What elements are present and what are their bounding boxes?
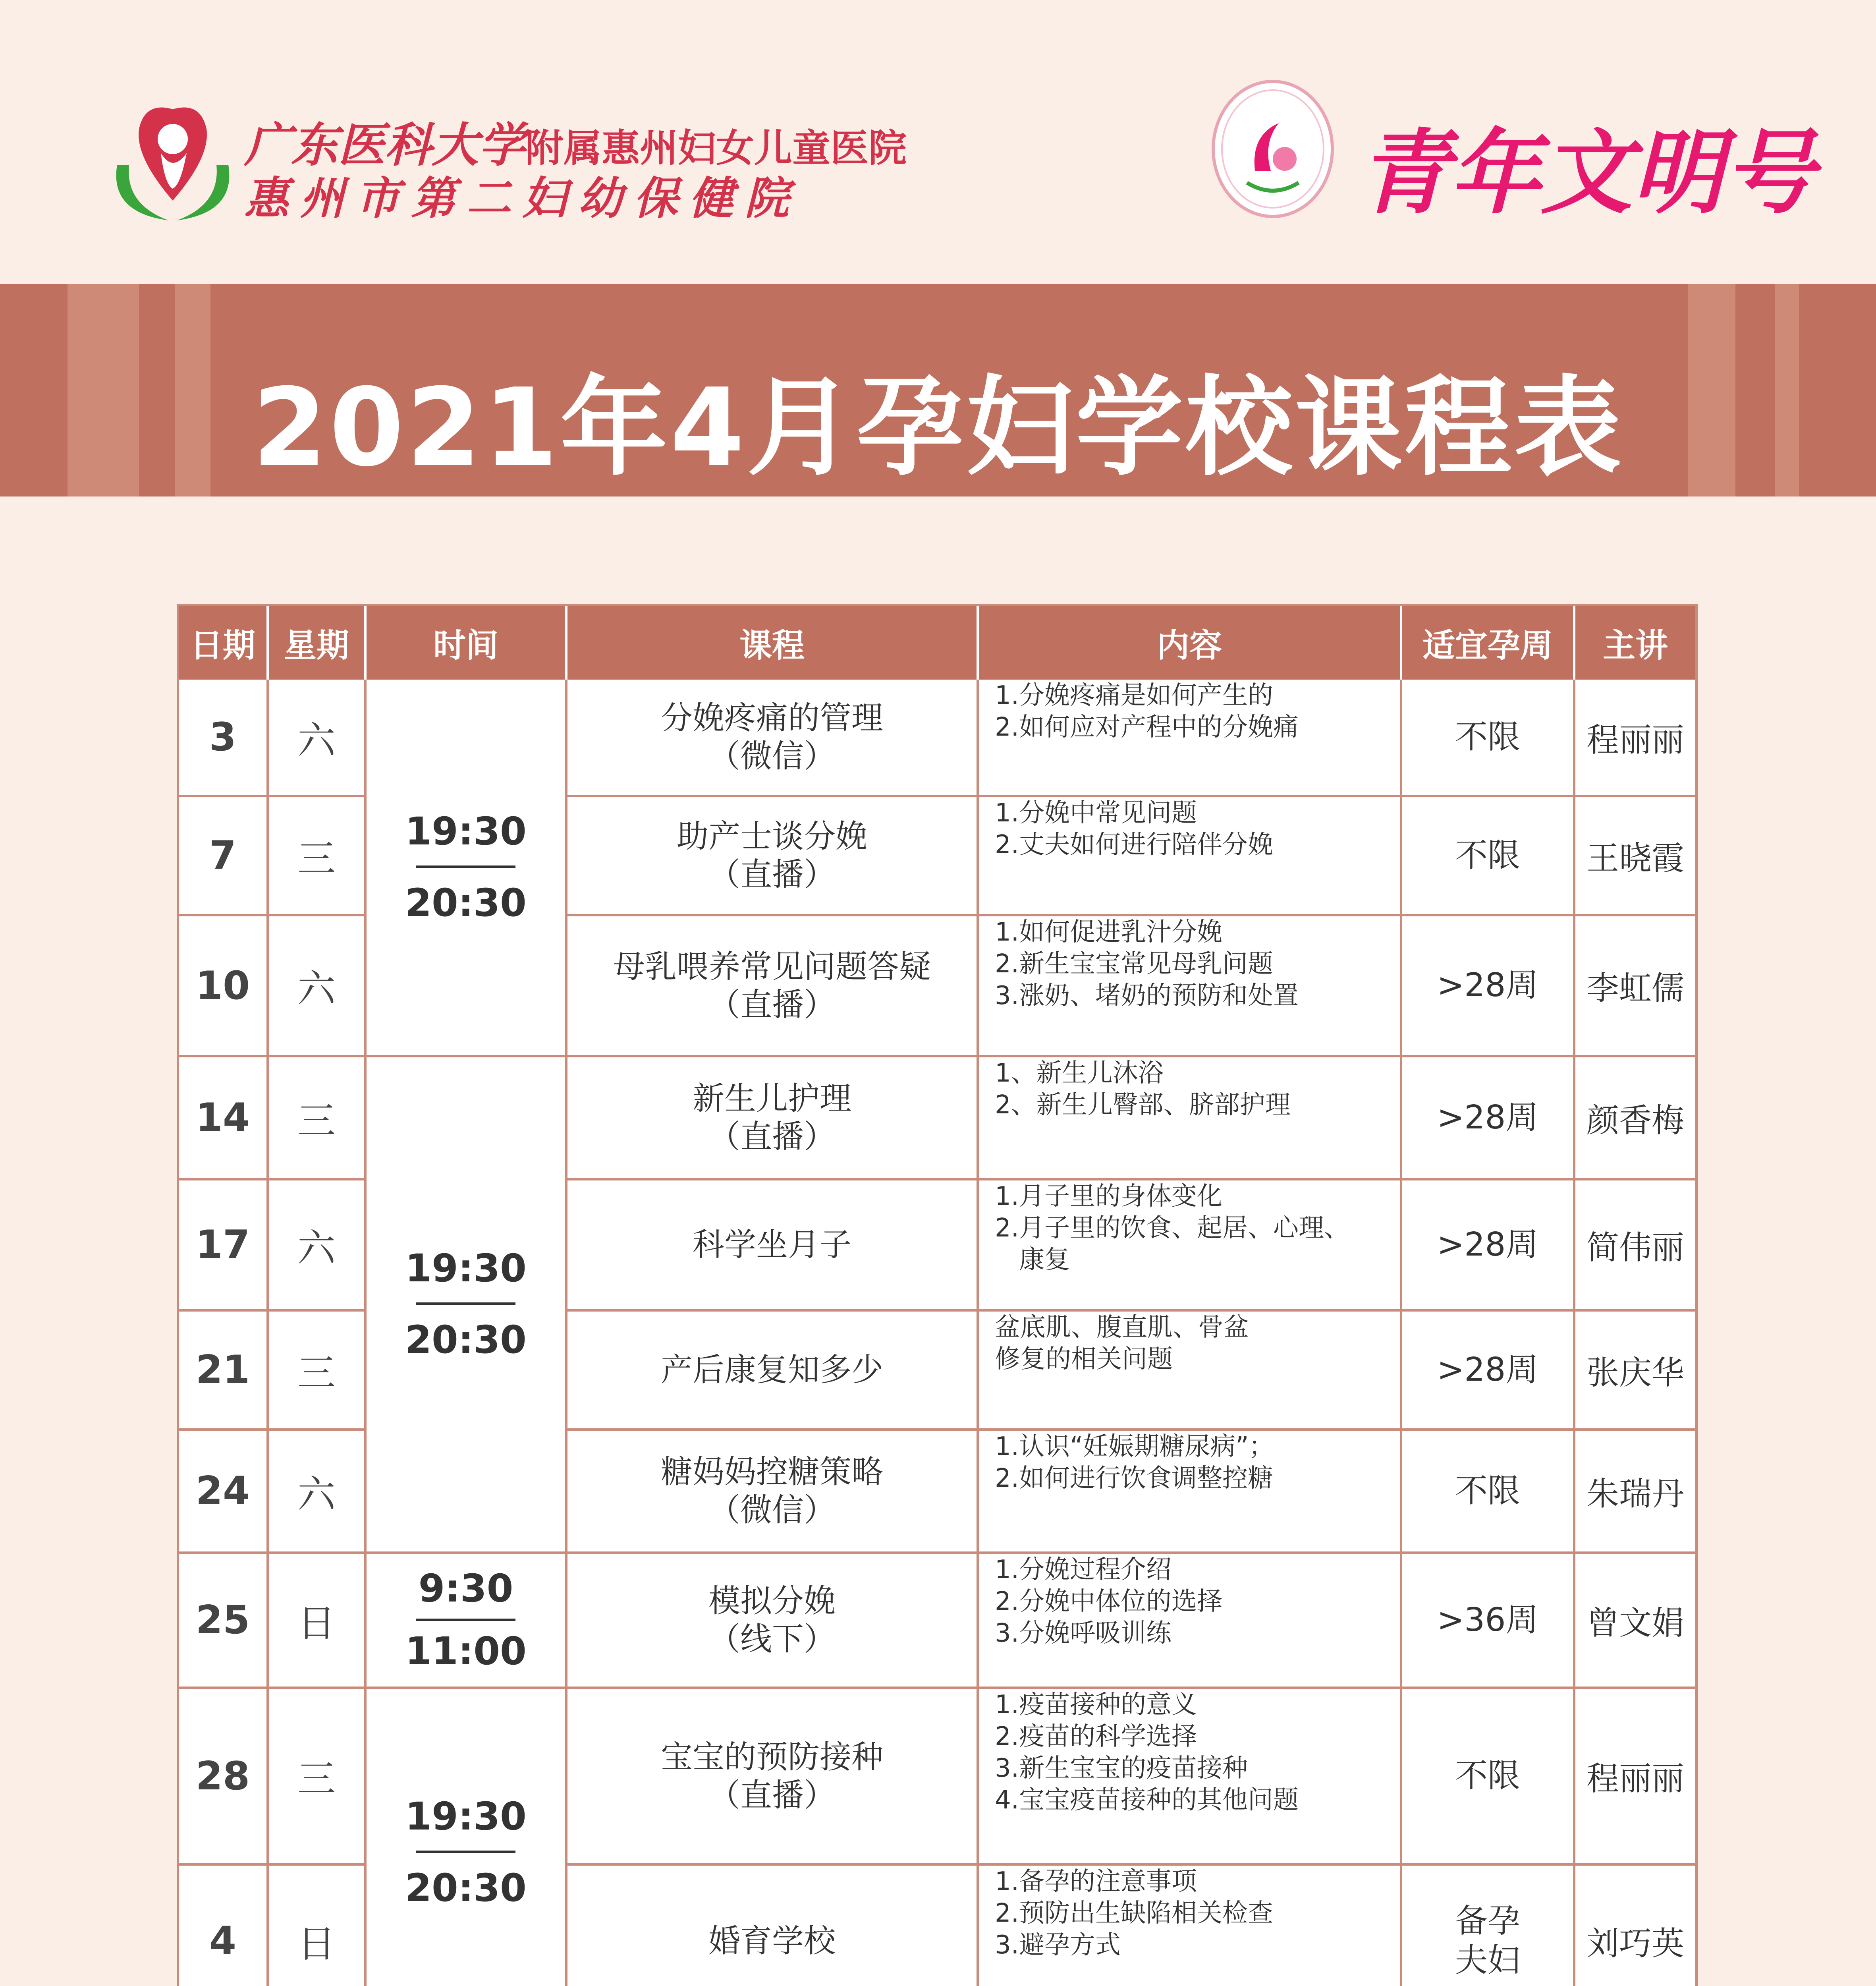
teacher-cell: 曾文娟 xyxy=(1586,1604,1684,1642)
civilization-title: 青年文明号 xyxy=(1358,119,1815,226)
weekday-cell: 日 xyxy=(297,1601,336,1646)
teacher-cell: 颜香梅 xyxy=(1586,1101,1684,1140)
content-cell: 1.月子里的身体变化 2.月子里的饮食、起居、心理、 康复 xyxy=(995,1182,1350,1275)
content-cell: 盆底肌、腹直肌、骨盆 修复的相关问题 xyxy=(995,1313,1249,1374)
teacher-cell: 朱瑞丹 xyxy=(1586,1475,1684,1513)
week-cell: 不限 xyxy=(1455,1757,1520,1795)
course-cell: 产后康复知多少 xyxy=(661,1351,883,1388)
week-cell: >28周 xyxy=(1437,1350,1538,1389)
date-cell: 21 xyxy=(195,1347,250,1393)
weekday-cell: 三 xyxy=(297,1350,336,1395)
col-header-time: 时间 xyxy=(367,606,565,680)
weekday-cell: 日 xyxy=(297,1922,336,1966)
teacher-cell: 王晓霞 xyxy=(1586,839,1684,877)
course-cell: 婚育学校 xyxy=(708,1922,836,1959)
hospital-name-line1: 广东医科大学附属惠州妇女儿童医院 xyxy=(244,117,907,172)
hospital-name-line2: 惠州市第二妇幼保健院 xyxy=(244,172,800,224)
weekday-cell: 三 xyxy=(297,1098,336,1143)
col-header-teacher: 主讲 xyxy=(1575,606,1695,680)
course-cell: 母乳喂养常见问题答疑 （直播） xyxy=(613,948,931,1023)
weekday-cell: 六 xyxy=(297,966,336,1011)
course-cell: 分娩疼痛的管理 （微信） xyxy=(661,699,883,775)
content-cell: 1.分娩中常见问题 2.丈夫如何进行陪伴分娩 xyxy=(995,798,1274,860)
course-cell: 宝宝的预防接种 （直播） xyxy=(661,1738,883,1814)
date-cell: 3 xyxy=(209,715,237,760)
col-header-course: 课程 xyxy=(567,606,977,680)
page-title: 2021年4月孕妇学校课程表 xyxy=(252,365,1624,490)
date-cell: 7 xyxy=(209,833,237,878)
weekday-cell: 六 xyxy=(297,1472,336,1517)
date-cell: 28 xyxy=(195,1753,250,1799)
week-cell: >36周 xyxy=(1437,1601,1538,1639)
week-cell: 不限 xyxy=(1455,718,1520,756)
teacher-cell: 张庆华 xyxy=(1586,1354,1684,1392)
col-header-week: 适宜孕周 xyxy=(1402,606,1573,680)
content-cell: 1.分娩过程介绍 2.分娩中体位的选择 3.分娩呼吸训练 xyxy=(995,1555,1223,1648)
content-cell: 1、新生儿沐浴 2、新生儿臀部、脐部护理 xyxy=(995,1059,1291,1120)
teacher-cell: 程丽丽 xyxy=(1586,721,1684,759)
time-group-4: 19:30 20:30 xyxy=(405,1794,527,1910)
week-cell: 不限 xyxy=(1455,1472,1520,1510)
course-cell: 模拟分娩 （线下） xyxy=(708,1582,836,1658)
date-cell: 17 xyxy=(195,1222,250,1267)
content-cell: 1.如何促进乳汁分娩 2.新生宝宝常见母乳问题 3.涨奶、堵奶的预防和处置 xyxy=(995,918,1299,1010)
weekday-cell: 六 xyxy=(297,1225,336,1270)
course-cell: 糖妈妈控糖策略 （微信） xyxy=(661,1453,883,1528)
civilization-badge-icon xyxy=(1211,79,1334,218)
week-cell: >28周 xyxy=(1437,1098,1538,1136)
weekday-cell: 六 xyxy=(297,718,336,763)
content-cell: 1.疫苗接种的意义 2.疫苗的科学选择 3.新生宝宝的疫苗接种 4.宝宝疫苗接种的其他问题 xyxy=(995,1690,1299,1815)
date-cell: 4 xyxy=(209,1918,237,1964)
time-group-3: 9:30 11:00 xyxy=(405,1566,527,1673)
content-cell: 1.认识“妊娠期糖尿病”； 2.如何进行饮食调整控糖 xyxy=(995,1432,1274,1493)
weekday-cell: 三 xyxy=(297,1757,336,1801)
week-cell: 备孕 夫妇 xyxy=(1455,1902,1520,1979)
date-cell: 14 xyxy=(195,1095,250,1140)
weekday-cell: 三 xyxy=(297,836,336,881)
date-cell: 25 xyxy=(195,1598,250,1643)
col-header-weekday: 星期 xyxy=(269,606,364,680)
course-cell: 新生儿护理 （直播） xyxy=(693,1080,851,1155)
time-group-2: 19:30 20:30 xyxy=(405,1246,527,1362)
hospital-logo xyxy=(101,93,244,228)
course-cell: 科学坐月子 xyxy=(693,1226,851,1263)
week-cell: >28周 xyxy=(1437,966,1538,1005)
teacher-cell: 刘巧英 xyxy=(1586,1925,1684,1963)
week-cell: 不限 xyxy=(1455,836,1520,874)
col-header-date: 日期 xyxy=(179,606,266,680)
teacher-cell: 程丽丽 xyxy=(1586,1760,1684,1798)
teacher-cell: 李虹儒 xyxy=(1586,970,1684,1007)
schedule-table xyxy=(177,604,1698,1986)
course-cell: 助产士谈分娩 （直播） xyxy=(677,818,867,893)
content-cell: 1.分娩疼痛是如何产生的 2.如何应对产程中的分娩痛 xyxy=(995,681,1299,742)
col-header-content: 内容 xyxy=(979,606,1400,680)
time-group-1: 19:30 20:30 xyxy=(405,809,527,925)
teacher-cell: 简伟丽 xyxy=(1586,1229,1684,1267)
week-cell: >28周 xyxy=(1437,1225,1538,1263)
date-cell: 10 xyxy=(195,963,250,1008)
date-cell: 24 xyxy=(195,1468,250,1514)
content-cell: 1.备孕的注意事项 2.预防出生缺陷相关检查 3.避孕方式 xyxy=(995,1867,1274,1960)
